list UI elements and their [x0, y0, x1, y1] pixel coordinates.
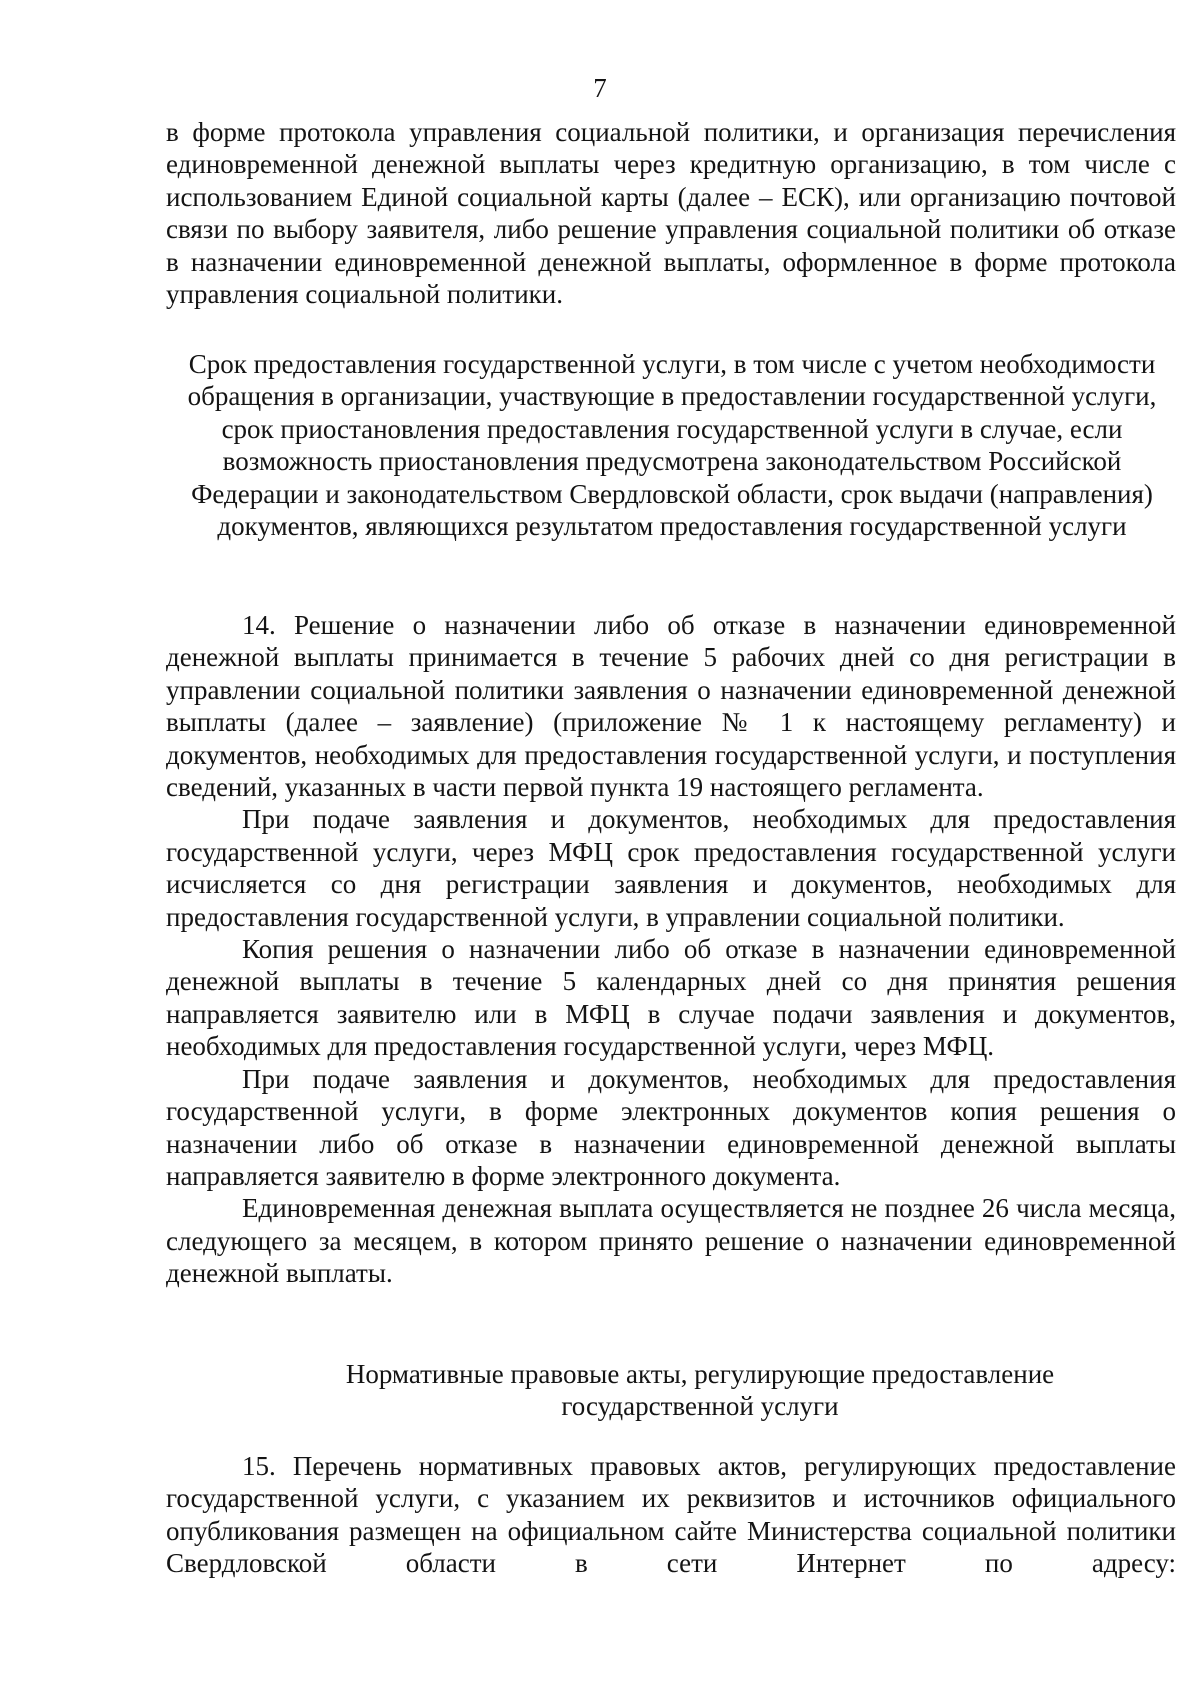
intro-paragraph: в форме протокола управления социальной политики, и организация перечисления единовременной денежной выплаты через кредитную организацию, в том числе с использованием Единой социальной карты (далее – ЕСК), или организацию почтовой связи по выбору заявителя, либо решение управления социальной политики об отказе в назначении единовременной денежной выплаты, оформленное в форме протокола управления социальной политики.: [166, 117, 1176, 310]
paragraph-15: 15. Перечень нормативных правовых актов, регулирующих предоставление государственной услуги, с указанием их реквизитов и источников официального опубликования размещен на официальном сайте Министерства социальной политики Свердловской области в сети Интернет по адресу:: [166, 1451, 1176, 1579]
paragraph-mfc-term: При подаче заявления и документов, необходимых для предоставления государственной услуги, через МФЦ срок предоставления государственной услуги исчисляется со дня регистрации заявления и документов, необходимых для предоставления государственной услуги, в управлении социальной политики.: [166, 804, 1176, 932]
paragraph-electronic-copy: При подаче заявления и документов, необходимых для предоставления государственной услуги, в форме электронных документов копия решения о назначении либо об отказе в назначении единовременной денежной выплаты направляется заявителю в форме электронного документа.: [166, 1063, 1176, 1191]
page-number: 7: [593, 73, 607, 103]
section-acts-body: [166, 1450, 1176, 1580]
section-heading-acts: Нормативные правовые акты, регулирующие предоставление государственной услуги: [345, 1359, 1055, 1422]
paragraph-decision-copy: Копия решения о назначении либо об отказе в назначении единовременной денежной выплаты в течение 5 календарных дней со дня принятия решения направляется заявителю или в МФЦ в случае подачи заявления и документов, необходимых для предоставления государственной услуги, через МФЦ.: [166, 934, 1176, 1062]
paragraph-payment-date: Единовременная денежная выплата осуществляется не позднее 26 числа месяца, следующего за месяцем, в котором принято решение о назначении единовременной денежной выплаты.: [166, 1193, 1176, 1289]
section-heading-term: Срок предоставления государственной услуги, в том числе с учетом необходимости обращения в организации, участвующие в предоставлении государственной услуги, срок приостановления предоставления государственной услуги в случае, если возможность приостановления предусмотрена законодательством Российской Федерации и законодательством Свердловской области, срок выдачи (направления) документов, являющихся результатом предоставления государственной услуги: [187, 349, 1157, 542]
intro-block: [166, 116, 1176, 310]
section-term-body: [166, 609, 1176, 1290]
paragraph-14: 14. Решение о назначении либо об отказе в назначении единовременной денежной выплаты принимается в течение 5 рабочих дней со дня регистрации в управлении социальной политики заявления о назначении единовременной денежной выплаты (далее – заявление) (приложение № 1 к настоящему регламенту) и документов, необходимых для предоставления государственной услуги, и поступления сведений, указанных в части первой пункта 19 настоящего регламента.: [166, 610, 1176, 803]
